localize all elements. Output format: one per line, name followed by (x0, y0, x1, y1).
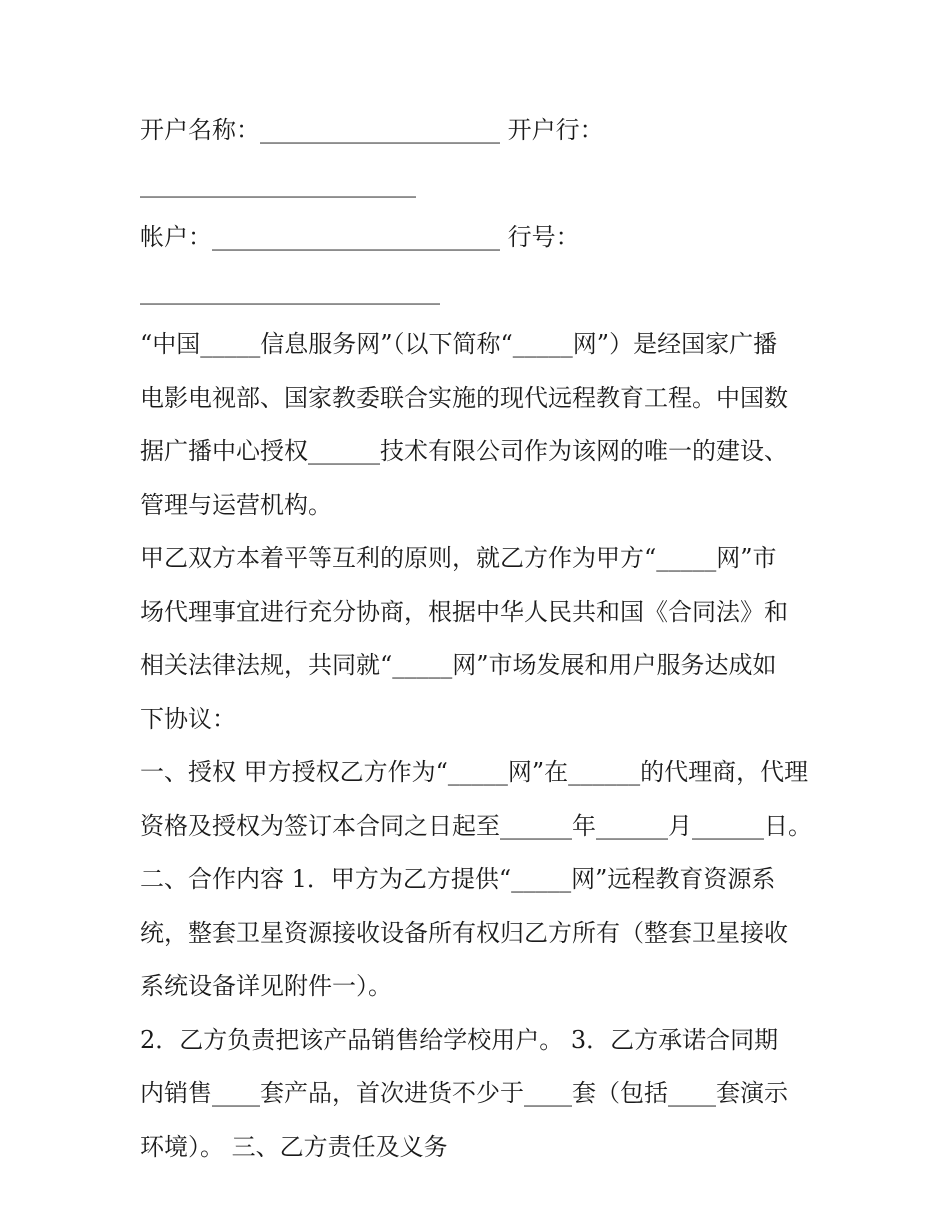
document-body (140, 104, 830, 1174)
bank-code-blank-line: _________________________ (140, 276, 440, 305)
intro-line: 电影电视部、国家教委联合实施的现代远程教育工程。中国数 (140, 383, 788, 412)
intro-line: 管理与运营机构。 (140, 490, 332, 519)
obligation-line: 内销售____套产品，首次进货不少于____套（包括____套演示 (140, 1079, 788, 1107)
intro-line: 据广播中心授权______技术有限公司作为该网的唯一的建设、 (140, 437, 788, 465)
intro-line: “中国_____信息服务网”（以下简称“_____网”）是经国家广播 (140, 330, 778, 358)
authorization-line: 一、授权 甲方授权乙方作为“_____网”在______的代理商，代理 (140, 758, 809, 786)
obligation-line: 2．乙方负责把该产品销售给学校用户。 3．乙方承诺合同期 (140, 1025, 779, 1054)
cooperation-line: 统，整套卫星资源接收设备所有权归乙方所有（整套卫星接收 (140, 918, 788, 947)
account-number-line: 帐户：________________________ 行号： (140, 223, 580, 251)
account-name-line: 开户名称：____________________ 开户行： (140, 116, 604, 144)
obligation-line: 环境）。 三、乙方责任及义务 (140, 1132, 448, 1161)
agreement-line: 场代理事宜进行充分协商，根据中华人民共和国《合同法》和 (140, 597, 788, 626)
agreement-line: 相关法律法规，共同就“_____网”市场发展和用户服务达成如 (140, 651, 777, 679)
cooperation-line: 系统设备详见附件一）。 (140, 972, 392, 1000)
bank-blank-line: _______________________ (140, 169, 416, 198)
cooperation-line: 二、合作内容 1．甲方为乙方提供“_____网”远程教育资源系 (140, 865, 776, 893)
agreement-line: 甲乙双方本着平等互利的原则，就乙方作为甲方“_____网”市 (140, 544, 777, 572)
agreement-line: 下协议： (140, 704, 236, 733)
authorization-line: 资格及授权为签订本合同之日起至______年______月______日。 (140, 811, 812, 840)
